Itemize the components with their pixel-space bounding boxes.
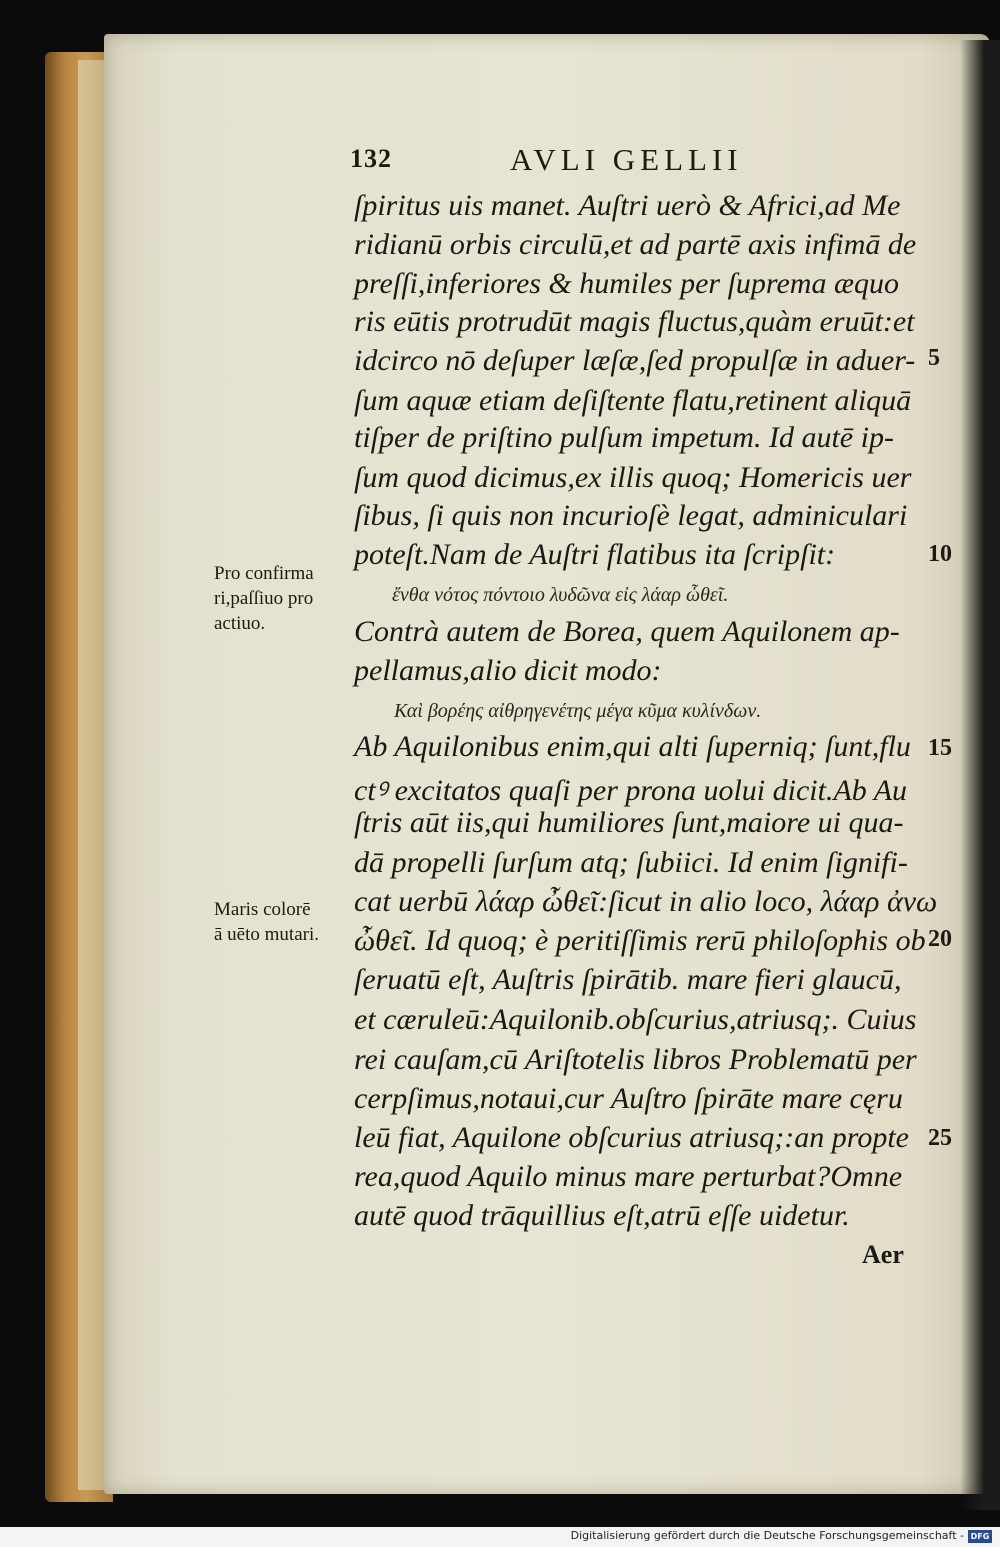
text-line-17: cat uerbū λάαρ ὦθεῖ:ſicut in alio loco, λάαρ ἀνω [354, 885, 938, 918]
margin-note-line: Pro confirma [214, 563, 314, 584]
page-header [350, 142, 780, 182]
margin-note-line: actiuo. [214, 613, 266, 634]
margin-note-line: ri,paſſiuo pro [214, 588, 314, 609]
text-line-14: ctꝰ excitatos quaſi per prona uolui dicit.Ab Au [354, 774, 908, 807]
text-line-3: preſſi,inferiores & humiles per ſuprema æquo [354, 267, 899, 300]
greek-quote-1: ἔνθα νότος πόντοιο λυδῶνα εἰς λάαρ ὦθεῖ. [392, 584, 729, 606]
text-line-12: pellamus,alio dicit modo: [354, 654, 662, 687]
line-number-5: 5 [928, 345, 940, 371]
page-number: 132 [350, 144, 392, 173]
text-line-21: rei cauſam,cū Ariſtotelis libros Problematū per [354, 1043, 917, 1076]
text-line-23: leū fiat, Aquilone obſcurius atriusq;:an propte [354, 1121, 909, 1154]
margin-note-1 [214, 561, 314, 636]
text-line-7: tiſper de priſtino pulſum impetum. Id autē ip- [354, 421, 894, 454]
catchword: Aer [862, 1240, 904, 1269]
running-head: AVLI GELLII [510, 142, 743, 177]
digitization-credit: Digitalisierung gefördert durch die Deutsche Forschungsgemeinschaft - [570, 1529, 964, 1542]
text-line-6: ſum aquæ etiam deſiſtente flatu,retinent aliquā [354, 384, 912, 417]
margin-note-2 [214, 897, 319, 947]
text-line-9: ſibus, ſi quis non incurioſè legat, adminiculari [354, 499, 908, 532]
text-line-13: Ab Aquilonibus enim,qui alti ſuperniq; ſunt,flu [354, 730, 911, 763]
text-line-18: ὦθεῖ. Id quoq; è peritiſſimis rerū philoſophis ob [354, 924, 926, 957]
text-line-24: rea,quod Aquilo minus mare perturbat?Omne [354, 1160, 903, 1193]
text-line-25: autē quod trāquillius eſt,atrū eſſe uidetur. [354, 1199, 850, 1232]
text-line-20: et cæruleū:Aquilonib.obſcurius,atriusq;. Cuius [354, 1003, 917, 1036]
line-number-15: 15 [928, 735, 952, 761]
text-line-4: ris eūtis protrudūt magis fluctus,quàm eruūt:et [354, 305, 915, 338]
dfg-logo[interactable]: DFG [968, 1530, 992, 1543]
gutter-shadow [960, 40, 1000, 1510]
text-line-2: ridianū orbis circulū,et ad partē axis infimā de [354, 228, 917, 261]
margin-note-line: ā uēto mutari. [214, 924, 319, 945]
line-number-20: 20 [928, 926, 952, 952]
greek-quote-2: Καὶ βορέης αἰθρηγενέτης μέγα κῦμα κυλίνδων. [394, 700, 762, 722]
text-line-19: ſeruatū eſt, Auſtris ſpirātib. mare fieri glaucū, [354, 963, 902, 996]
line-number-10: 10 [928, 541, 952, 567]
footer-bar [0, 1527, 1000, 1547]
text-line-5: idcirco nō deſuper læſæ,ſed propulſæ in aduer- [354, 344, 916, 377]
text-line-8: ſum quod dicimus,ex illis quoq; Homericis uer [354, 461, 912, 494]
text-line-1: ſpiritus uis manet. Auſtri uerò & Africi,ad Me [354, 189, 901, 222]
text-line-22: cerpſimus,notaui,cur Auſtro ſpirāte mare cęru [354, 1082, 903, 1115]
margin-note-line: Maris colorē [214, 899, 311, 920]
text-line-10: poteſt.Nam de Auſtri flatibus ita ſcripſit: [354, 538, 836, 571]
line-number-25: 25 [928, 1125, 952, 1151]
text-line-16: dā propelli ſurſum atq; ſubiici. Id enim ſignifi- [354, 846, 908, 879]
text-line-11: Contrà autem de Borea, quem Aquilonem ap- [354, 615, 900, 648]
text-line-15: ſtris aūt iis,qui humiliores ſunt,maiore ui qua- [354, 806, 904, 839]
